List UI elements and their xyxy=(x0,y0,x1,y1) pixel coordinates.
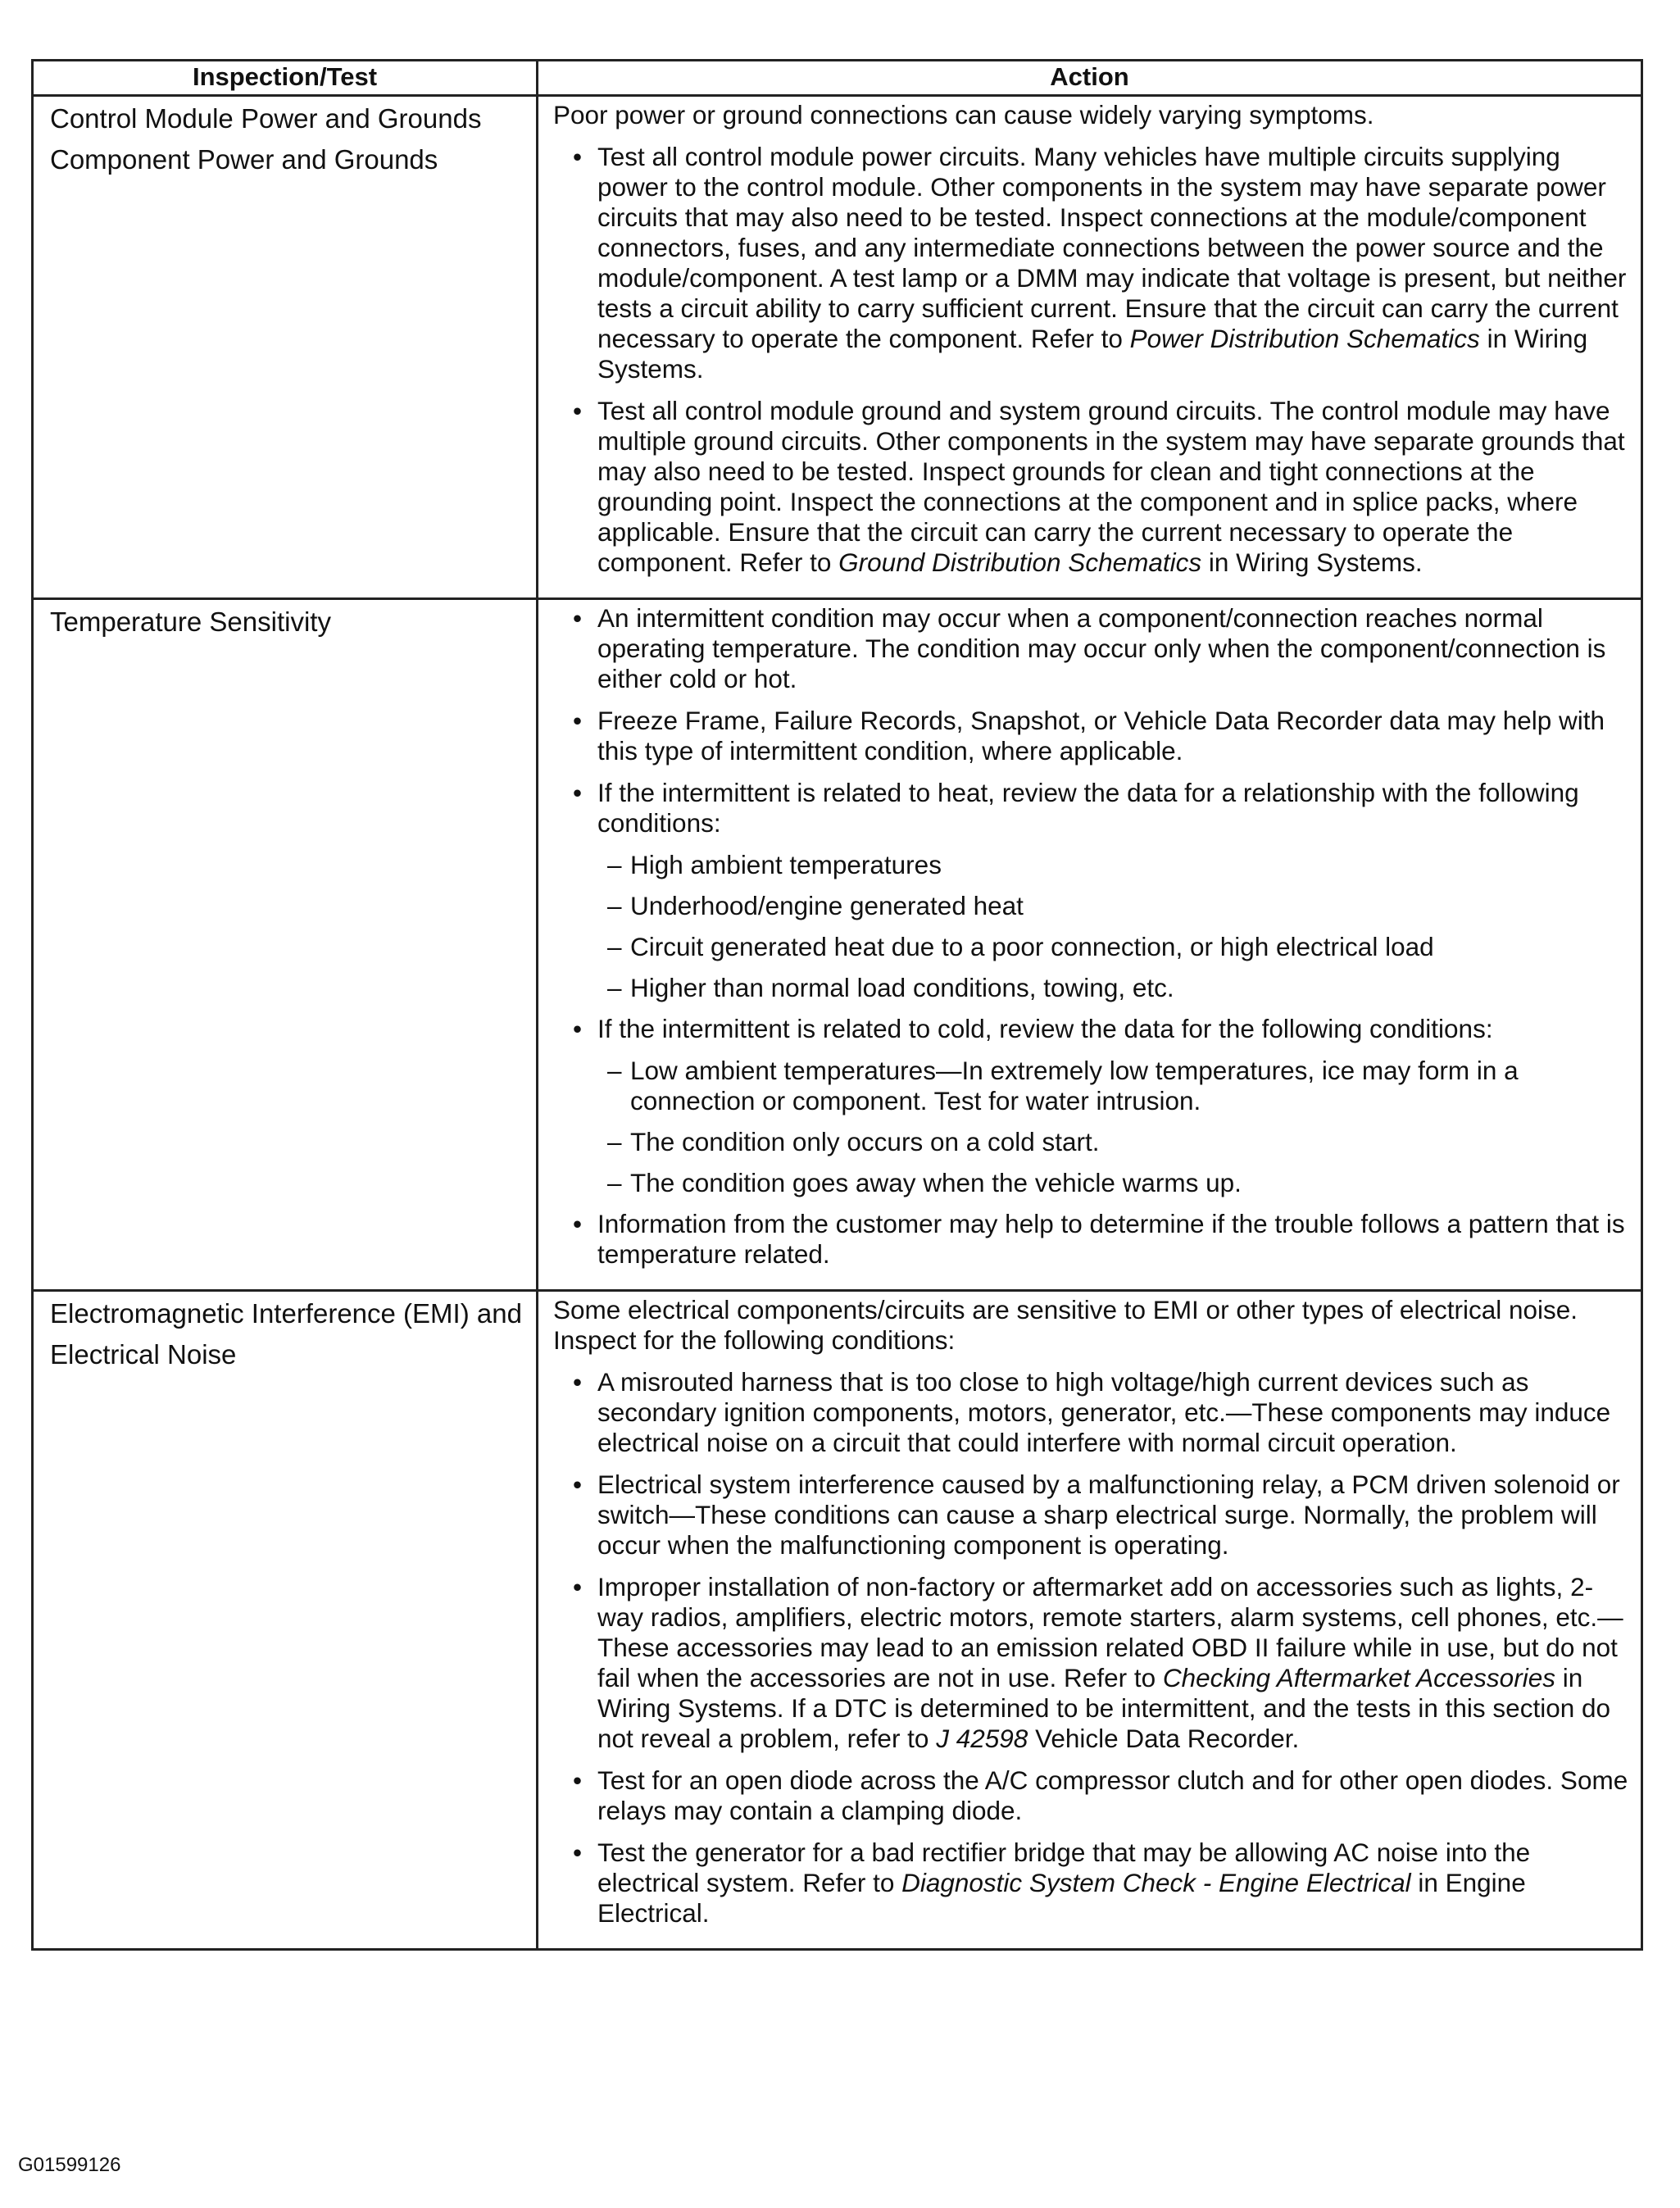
item-text: Higher than normal load conditions, towing, etc. xyxy=(630,973,1174,1002)
table-row xyxy=(33,1291,1642,1950)
inspection-test-label: Electromagnetic Interference (EMI) and Electrical Noise xyxy=(50,1298,522,1370)
item-text: If the intermittent is related to cold, review the data for the following conditions: xyxy=(597,1014,1493,1043)
sub-list-item xyxy=(597,932,1632,962)
bullet-item xyxy=(553,1014,1632,1044)
item-text: in Wiring Systems. xyxy=(1201,547,1423,577)
inspection-test-label: Control Module Power and Grounds xyxy=(50,103,482,134)
item-text: Low ambient temperatures—In extremely low temperatures, ice may form in a connection or component. Test for water intrusion. xyxy=(630,1056,1519,1115)
table-body xyxy=(33,96,1642,1950)
sub-list-item xyxy=(597,973,1632,1003)
item-text: A misrouted harness that is too close to high voltage/high current devices such as secondary ignition components, motors, generator, etc.—These components may induce electrical noise on a circuit that could interfere with normal circuit operation. xyxy=(597,1367,1611,1457)
inspection-test-label: Component Power and Grounds xyxy=(50,144,438,175)
inspection-test-cell xyxy=(33,599,538,1291)
item-text: Test all control module power circuits. Many vehicles have multiple circuits supplying power to the control module. Other components in the system may have separate power circuits that may also need to be tested. Inspect connections at the module/component connectors, fuses, and any intermediate connections between the power source and the module/component. A test lamp or a DMM may indicate that voltage is present, but neither tests a circuit ability to carry sufficient current. Ensure that the circuit can carry the current necessary to operate the component. Refer to xyxy=(597,142,1627,353)
sub-list-item xyxy=(597,1056,1632,1116)
item-text: in Engine Electrical. xyxy=(597,1868,1526,1928)
item-text: High ambient temperatures xyxy=(630,850,942,879)
bullet-item xyxy=(553,706,1632,766)
item-text: The condition goes away when the vehicle warms up. xyxy=(630,1168,1242,1197)
item-text: An intermittent condition may occur when a component/connection reaches normal operating temperature. The condition may occur only when the component/connection is either cold or hot. xyxy=(597,603,1606,693)
bullet-item xyxy=(553,1470,1632,1561)
item-text: Test all control module ground and system ground circuits. The control module may have multiple ground circuits. Other components in the system may have separate grounds that may also need to be tested. Inspect grounds for clean and tight connections at the grounding point. Inspect the connections at the component and in splice packs, where applicable. Ensure that the circuit can carry the current necessary to operate the component. Refer to xyxy=(597,396,1625,577)
item-text: Vehicle Data Recorder. xyxy=(1028,1724,1300,1753)
inspection-test-cell xyxy=(33,96,538,599)
item-text: If the intermittent is related to heat, review the data for a relationship with the following conditions: xyxy=(597,778,1579,838)
sub-list-item xyxy=(597,850,1632,880)
sub-list-item xyxy=(597,1168,1632,1198)
action-intro: Poor power or ground connections can cause widely varying symptoms. xyxy=(553,100,1374,129)
header-inspection-test: Inspection/Test xyxy=(33,61,538,96)
reference-title: Checking Aftermarket Accessories xyxy=(1162,1663,1555,1692)
item-text: Test for an open diode across the A/C compressor clutch and for other open diodes. Some relays may contain a clamping diode. xyxy=(597,1765,1628,1825)
action-cell xyxy=(538,96,1642,599)
action-cell xyxy=(538,1291,1642,1950)
item-text: Circuit generated heat due to a poor connection, or high electrical load xyxy=(630,932,1434,961)
item-text: The condition only occurs on a cold start. xyxy=(630,1127,1100,1156)
bullet-item xyxy=(553,778,1632,838)
item-text: Test the generator for a bad rectifier bridge that may be allowing AC noise into the electrical system. Refer to xyxy=(597,1838,1531,1897)
inspection-test-label: Temperature Sensitivity xyxy=(50,607,331,637)
item-text: Electrical system interference caused by a malfunctioning relay, a PCM driven solenoid or switch—These conditions can cause a sharp electrical surge. Normally, the problem will occur when the malfunctioning component is operating. xyxy=(597,1470,1620,1560)
item-text: Improper installation of non-factory or aftermarket add on accessories such as lights, 2-way radios, amplifiers, electric motors, remote starters, alarm systems, cell phones, etc.—These accessories may lead to an emission related OBD II failure while in use, but do not fail when the accessories are not in use. Refer to xyxy=(597,1572,1623,1692)
item-text: in Wiring Systems. If a DTC is determined to be intermittent, and the tests in this section do not reveal a problem, refer to xyxy=(597,1663,1611,1753)
table-row xyxy=(33,599,1642,1291)
bullet-item xyxy=(553,1765,1632,1826)
reference-title: Diagnostic System Check - Engine Electrical xyxy=(901,1868,1411,1897)
bullet-item xyxy=(553,1838,1632,1929)
bullet-item xyxy=(553,1572,1632,1754)
item-text: Freeze Frame, Failure Records, Snapshot, or Vehicle Data Recorder data may help with this type of intermittent condition, where applicable. xyxy=(597,706,1605,766)
reference-title: Power Distribution Schematics xyxy=(1129,324,1480,353)
header-action: Action xyxy=(538,61,1642,96)
sub-list-item xyxy=(597,891,1632,921)
bullet-item xyxy=(553,396,1632,578)
reference-title: J 42598 xyxy=(936,1724,1028,1753)
sub-list-item xyxy=(597,1127,1632,1157)
bullet-item xyxy=(553,142,1632,384)
inspection-test-cell xyxy=(33,1291,538,1950)
bullet-item xyxy=(553,603,1632,694)
action-cell xyxy=(538,599,1642,1291)
item-text: in Wiring Systems. xyxy=(597,324,1588,384)
item-text: Underhood/engine generated heat xyxy=(630,891,1024,920)
table-header-row xyxy=(33,61,1642,96)
inspection-table xyxy=(31,59,1643,1951)
action-intro: Some electrical components/circuits are sensitive to EMI or other types of electrical noise. Inspect for the following conditions: xyxy=(553,1295,1578,1355)
bullet-item xyxy=(553,1209,1632,1270)
bullet-item xyxy=(553,1367,1632,1458)
item-text: Information from the customer may help to determine if the trouble follows a pattern that is temperature related. xyxy=(597,1209,1625,1269)
table-row xyxy=(33,96,1642,599)
figure-code: G01599126 xyxy=(18,2154,121,2176)
reference-title: Ground Distribution Schematics xyxy=(838,547,1202,577)
